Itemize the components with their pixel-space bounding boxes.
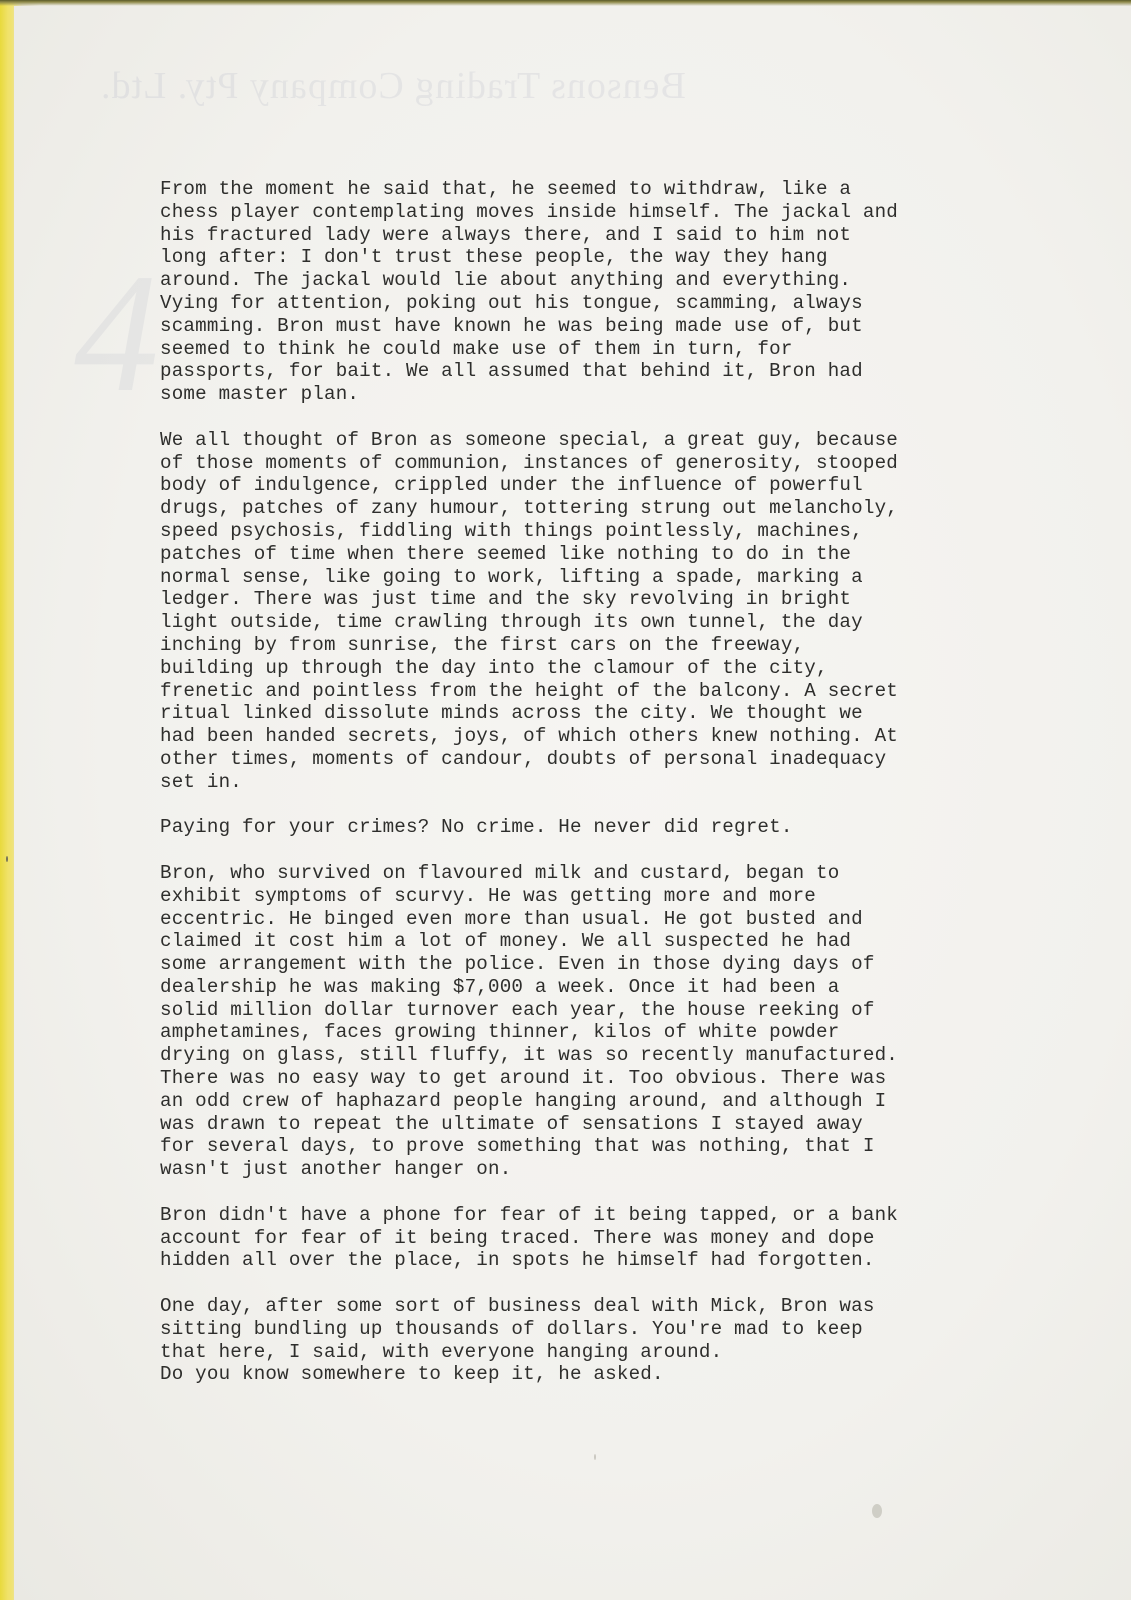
show-through-mark: 4: [74, 239, 159, 427]
paragraph: One day, after some sort of business deal with Mick, Bron was sitting bundling up thousands of dollars. You're mad to keep that here, I said, with everyone hanging around. Do you know somewhere to keep it, he asked.: [160, 1295, 875, 1386]
paragraph: Bron didn't have a phone for fear of it being tapped, or a bank account for fear of it being traced. There was money and dope hidden all over the place, in spots he himself had forgotten.: [160, 1203, 899, 1272]
paragraph: Bron, who survived on flavoured milk and custard, began to exhibit symptoms of scurvy. He was getting more and more eccentric. He binged even more than usual. He got busted and claimed it cost him a lot of money. We all suspected he had some arrangement with the police. Even in those dying days of dealership he was making $7,000 a week. Once it had been a solid million dollar turnover each year, the house reeking of amphetamines, faces growing thinner, kilos of white powder drying on glass, still fluffy, it was so recently manufactured. There was no easy way to get around it. Too obvious. There was an odd crew of haphazard people hanging around, and although I was drawn to repeat the ultimate of sensations I stayed away for several days, to prove something that was nothing, that I wasn't just another hanger on.: [160, 861, 899, 1181]
paragraph: From the moment he said that, he seemed to withdraw, like a chess player contemplating moves inside himself. The jackal and his fractured lady were always there, and I said to him not long after: I don't trust these people, the way they hang around. The jackal would lie about anything and everything. Vying for attention, poking out his tongue, scamming, always scamming. Bron must have known he was being made use of, but seemed to think he could make use of them in turn, for passports, for bait. We all assumed that behind it, Bron had some master plan.: [160, 178, 899, 406]
show-through-letterhead: Bensons Trading Company Pty. Ltd.: [100, 65, 686, 107]
paper-blemish: [872, 1504, 882, 1518]
paper-blemish: [594, 1454, 596, 1460]
paragraph: We all thought of Bron as someone special, a great guy, because of those moments of communion, instances of generosity, stooped body of indulgence, crippled under the influence of powerful drugs, patches of zany humour, tottering strung out melancholy, speed psychosis, fiddling with things pointlessly, machines, patches of time when there seemed like nothing to do in the normal sense, like going to work, lifting a spade, marking a ledger. There was just time and the sky revolving in bright light outside, time crawling through its own tunnel, the day inching by from sunrise, the first cars on the freeway, building up through the day into the clamour of the city, frenetic and pointless from the height of the balcony. A secret ritual linked dissolute minds across the city. We thought we had been handed secrets, joys, of which others knew nothing. At other times, moments of candour, doubts of personal inadequacy set in.: [160, 428, 899, 793]
yellow-backing-edge: [0, 0, 14, 1600]
paper-blemish: [6, 856, 8, 862]
body-text: [160, 178, 1060, 1409]
paragraph: Paying for your crimes? No crime. He never did regret.: [160, 816, 793, 839]
